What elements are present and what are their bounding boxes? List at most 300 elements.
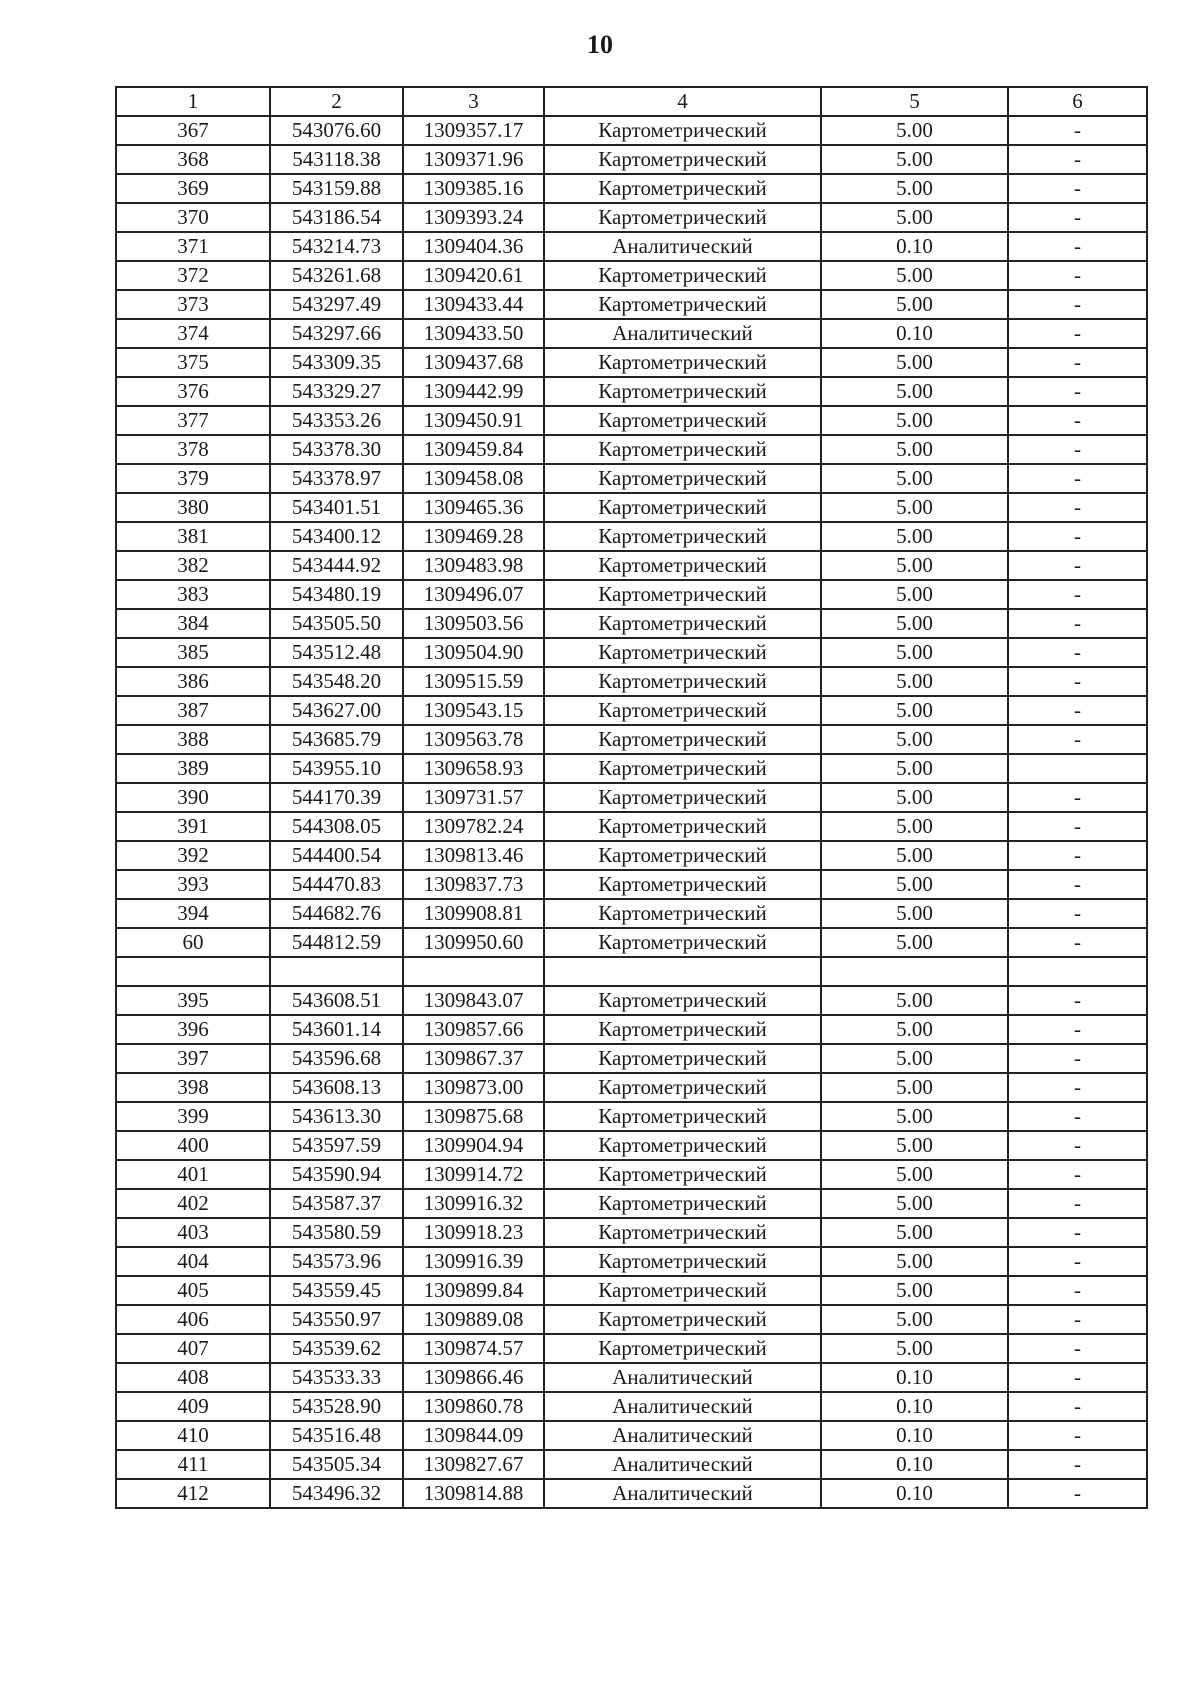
page-number: 10 <box>587 30 613 59</box>
method-cell: Картометрический <box>544 377 821 406</box>
table-row <box>116 174 1147 203</box>
point-number-cell: 395 <box>116 986 270 1015</box>
note-cell: - <box>1008 348 1147 377</box>
accuracy-cell: 5.00 <box>821 1189 1008 1218</box>
y-coordinate-cell: 1309515.59 <box>403 667 544 696</box>
point-number-cell: 410 <box>116 1421 270 1450</box>
note-cell: - <box>1008 522 1147 551</box>
y-coordinate-cell <box>403 957 544 986</box>
note-cell: - <box>1008 1247 1147 1276</box>
table-row <box>116 928 1147 957</box>
x-coordinate-cell: 543496.32 <box>270 1479 403 1508</box>
accuracy-cell: 5.00 <box>821 609 1008 638</box>
y-coordinate-cell: 1309450.91 <box>403 406 544 435</box>
x-coordinate-cell: 543378.30 <box>270 435 403 464</box>
table-row <box>116 696 1147 725</box>
y-coordinate-cell: 1309837.73 <box>403 870 544 899</box>
table-row <box>116 1247 1147 1276</box>
note-cell: - <box>1008 232 1147 261</box>
note-cell: - <box>1008 1102 1147 1131</box>
point-number-cell: 383 <box>116 580 270 609</box>
point-number-cell: 377 <box>116 406 270 435</box>
table-row <box>116 1015 1147 1044</box>
point-number-cell: 367 <box>116 116 270 145</box>
accuracy-cell: 5.00 <box>821 1073 1008 1102</box>
accuracy-cell: 5.00 <box>821 1276 1008 1305</box>
x-coordinate-cell: 543214.73 <box>270 232 403 261</box>
y-coordinate-cell: 1309469.28 <box>403 522 544 551</box>
accuracy-cell: 5.00 <box>821 928 1008 957</box>
note-cell: - <box>1008 261 1147 290</box>
accuracy-cell: 5.00 <box>821 406 1008 435</box>
method-cell: Картометрический <box>544 696 821 725</box>
accuracy-cell: 5.00 <box>821 667 1008 696</box>
method-cell: Картометрический <box>544 261 821 290</box>
note-cell: - <box>1008 812 1147 841</box>
method-cell: Картометрический <box>544 1334 821 1363</box>
y-coordinate-cell: 1309543.15 <box>403 696 544 725</box>
method-cell: Картометрический <box>544 783 821 812</box>
accuracy-cell: 5.00 <box>821 493 1008 522</box>
point-number-cell: 398 <box>116 1073 270 1102</box>
x-coordinate-cell: 543480.19 <box>270 580 403 609</box>
column-header: 5 <box>821 87 1008 116</box>
column-header: 2 <box>270 87 403 116</box>
table-row <box>116 870 1147 899</box>
y-coordinate-cell: 1309404.36 <box>403 232 544 261</box>
y-coordinate-cell: 1309916.39 <box>403 1247 544 1276</box>
table-row <box>116 464 1147 493</box>
accuracy-cell: 0.10 <box>821 1392 1008 1421</box>
note-cell: - <box>1008 1363 1147 1392</box>
table-row <box>116 725 1147 754</box>
y-coordinate-cell: 1309908.81 <box>403 899 544 928</box>
point-number-cell: 406 <box>116 1305 270 1334</box>
accuracy-cell: 5.00 <box>821 116 1008 145</box>
y-coordinate-cell: 1309916.32 <box>403 1189 544 1218</box>
point-number-cell: 409 <box>116 1392 270 1421</box>
point-number-cell: 380 <box>116 493 270 522</box>
accuracy-cell: 0.10 <box>821 319 1008 348</box>
y-coordinate-cell: 1309465.36 <box>403 493 544 522</box>
y-coordinate-cell: 1309899.84 <box>403 1276 544 1305</box>
table-row <box>116 261 1147 290</box>
y-coordinate-cell: 1309843.07 <box>403 986 544 1015</box>
accuracy-cell: 5.00 <box>821 1305 1008 1334</box>
point-number-cell: 405 <box>116 1276 270 1305</box>
note-cell: - <box>1008 725 1147 754</box>
method-cell: Картометрический <box>544 116 821 145</box>
y-coordinate-cell: 1309437.68 <box>403 348 544 377</box>
point-number-cell: 399 <box>116 1102 270 1131</box>
point-number-cell: 401 <box>116 1160 270 1189</box>
method-cell: Картометрический <box>544 522 821 551</box>
x-coordinate-cell: 543539.62 <box>270 1334 403 1363</box>
note-cell: - <box>1008 174 1147 203</box>
method-cell: Картометрический <box>544 580 821 609</box>
x-coordinate-cell: 543955.10 <box>270 754 403 783</box>
note-cell: - <box>1008 1015 1147 1044</box>
table-row <box>116 377 1147 406</box>
point-number-cell: 379 <box>116 464 270 493</box>
accuracy-cell: 5.00 <box>821 696 1008 725</box>
table-row <box>116 1392 1147 1421</box>
y-coordinate-cell: 1309504.90 <box>403 638 544 667</box>
point-number-cell: 382 <box>116 551 270 580</box>
method-cell: Картометрический <box>544 145 821 174</box>
point-number-cell: 386 <box>116 667 270 696</box>
point-number-cell: 393 <box>116 870 270 899</box>
y-coordinate-cell: 1309731.57 <box>403 783 544 812</box>
point-number-cell: 378 <box>116 435 270 464</box>
y-coordinate-cell: 1309914.72 <box>403 1160 544 1189</box>
table-row <box>116 1276 1147 1305</box>
method-cell: Картометрический <box>544 1015 821 1044</box>
x-coordinate-cell: 543378.97 <box>270 464 403 493</box>
note-cell: - <box>1008 1421 1147 1450</box>
note-cell: - <box>1008 551 1147 580</box>
method-cell: Аналитический <box>544 232 821 261</box>
x-coordinate-cell: 544682.76 <box>270 899 403 928</box>
table-row <box>116 1160 1147 1189</box>
table-row <box>116 1218 1147 1247</box>
accuracy-cell: 5.00 <box>821 1044 1008 1073</box>
table-row <box>116 609 1147 638</box>
point-number-cell: 397 <box>116 1044 270 1073</box>
note-cell: - <box>1008 1479 1147 1508</box>
point-number-cell: 368 <box>116 145 270 174</box>
table-row <box>116 1479 1147 1508</box>
x-coordinate-cell: 544812.59 <box>270 928 403 957</box>
method-cell: Картометрический <box>544 725 821 754</box>
table-row <box>116 1189 1147 1218</box>
x-coordinate-cell: 543597.59 <box>270 1131 403 1160</box>
x-coordinate-cell: 543505.50 <box>270 609 403 638</box>
accuracy-cell: 5.00 <box>821 377 1008 406</box>
table-row <box>116 435 1147 464</box>
point-number-cell: 372 <box>116 261 270 290</box>
note-cell: - <box>1008 1218 1147 1247</box>
method-cell: Картометрический <box>544 493 821 522</box>
table-row <box>116 1334 1147 1363</box>
y-coordinate-cell: 1309563.78 <box>403 725 544 754</box>
point-number-cell: 374 <box>116 319 270 348</box>
method-cell: Картометрический <box>544 1189 821 1218</box>
table-row <box>116 203 1147 232</box>
point-number-cell: 373 <box>116 290 270 319</box>
column-header: 6 <box>1008 87 1147 116</box>
method-cell: Картометрический <box>544 406 821 435</box>
method-cell: Картометрический <box>544 1044 821 1073</box>
note-cell: - <box>1008 145 1147 174</box>
accuracy-cell: 0.10 <box>821 232 1008 261</box>
y-coordinate-cell: 1309658.93 <box>403 754 544 783</box>
x-coordinate-cell: 543573.96 <box>270 1247 403 1276</box>
method-cell: Картометрический <box>544 435 821 464</box>
note-cell: - <box>1008 609 1147 638</box>
note-cell: - <box>1008 986 1147 1015</box>
method-cell: Картометрический <box>544 667 821 696</box>
y-coordinate-cell: 1309496.07 <box>403 580 544 609</box>
x-coordinate-cell: 543159.88 <box>270 174 403 203</box>
y-coordinate-cell: 1309867.37 <box>403 1044 544 1073</box>
y-coordinate-cell: 1309873.00 <box>403 1073 544 1102</box>
accuracy-cell: 5.00 <box>821 174 1008 203</box>
method-cell: Аналитический <box>544 1479 821 1508</box>
x-coordinate-cell: 543685.79 <box>270 725 403 754</box>
accuracy-cell: 5.00 <box>821 870 1008 899</box>
note-cell: - <box>1008 928 1147 957</box>
accuracy-cell: 0.10 <box>821 1363 1008 1392</box>
method-cell: Картометрический <box>544 1305 821 1334</box>
x-coordinate-cell: 543353.26 <box>270 406 403 435</box>
y-coordinate-cell: 1309420.61 <box>403 261 544 290</box>
accuracy-cell: 5.00 <box>821 783 1008 812</box>
note-cell: - <box>1008 1392 1147 1421</box>
note-cell: - <box>1008 116 1147 145</box>
note-cell: - <box>1008 667 1147 696</box>
point-number-cell: 389 <box>116 754 270 783</box>
table-row <box>116 522 1147 551</box>
y-coordinate-cell: 1309371.96 <box>403 145 544 174</box>
point-number-cell: 408 <box>116 1363 270 1392</box>
accuracy-cell: 5.00 <box>821 812 1008 841</box>
accuracy-cell: 5.00 <box>821 348 1008 377</box>
method-cell: Картометрический <box>544 812 821 841</box>
method-cell: Аналитический <box>544 1450 821 1479</box>
x-coordinate-cell: 544308.05 <box>270 812 403 841</box>
x-coordinate-cell: 543587.37 <box>270 1189 403 1218</box>
table-row <box>116 551 1147 580</box>
point-number-cell: 60 <box>116 928 270 957</box>
x-coordinate-cell: 543627.00 <box>270 696 403 725</box>
point-number-cell: 412 <box>116 1479 270 1508</box>
method-cell: Картометрический <box>544 1073 821 1102</box>
coordinates-table <box>115 86 1148 1509</box>
method-cell: Картометрический <box>544 1160 821 1189</box>
table-row <box>116 493 1147 522</box>
accuracy-cell: 5.00 <box>821 986 1008 1015</box>
y-coordinate-cell: 1309442.99 <box>403 377 544 406</box>
x-coordinate-cell: 543550.97 <box>270 1305 403 1334</box>
method-cell: Картометрический <box>544 841 821 870</box>
x-coordinate-cell: 543590.94 <box>270 1160 403 1189</box>
point-number-cell: 403 <box>116 1218 270 1247</box>
note-cell: - <box>1008 870 1147 899</box>
table-body <box>116 116 1147 1508</box>
table-row <box>116 986 1147 1015</box>
accuracy-cell: 5.00 <box>821 580 1008 609</box>
y-coordinate-cell: 1309433.50 <box>403 319 544 348</box>
method-cell: Картометрический <box>544 899 821 928</box>
x-coordinate-cell: 543309.35 <box>270 348 403 377</box>
method-cell: Картометрический <box>544 203 821 232</box>
note-cell <box>1008 957 1147 986</box>
table-row <box>116 1450 1147 1479</box>
note-cell: - <box>1008 1305 1147 1334</box>
point-number-cell <box>116 957 270 986</box>
table-row <box>116 899 1147 928</box>
table-row <box>116 1073 1147 1102</box>
method-cell: Картометрический <box>544 1102 821 1131</box>
note-cell: - <box>1008 319 1147 348</box>
column-header: 3 <box>403 87 544 116</box>
table-row <box>116 667 1147 696</box>
method-cell: Картометрический <box>544 986 821 1015</box>
y-coordinate-cell: 1309904.94 <box>403 1131 544 1160</box>
table-row <box>116 957 1147 986</box>
table-row <box>116 1363 1147 1392</box>
note-cell: - <box>1008 899 1147 928</box>
point-number-cell: 392 <box>116 841 270 870</box>
note-cell: - <box>1008 783 1147 812</box>
x-coordinate-cell: 543297.49 <box>270 290 403 319</box>
y-coordinate-cell: 1309503.56 <box>403 609 544 638</box>
x-coordinate-cell: 543608.13 <box>270 1073 403 1102</box>
accuracy-cell: 5.00 <box>821 464 1008 493</box>
table-row <box>116 1131 1147 1160</box>
accuracy-cell: 5.00 <box>821 841 1008 870</box>
y-coordinate-cell: 1309459.84 <box>403 435 544 464</box>
x-coordinate-cell: 543505.34 <box>270 1450 403 1479</box>
x-coordinate-cell: 543559.45 <box>270 1276 403 1305</box>
point-number-cell: 411 <box>116 1450 270 1479</box>
accuracy-cell: 0.10 <box>821 1450 1008 1479</box>
y-coordinate-cell: 1309950.60 <box>403 928 544 957</box>
note-cell: - <box>1008 1131 1147 1160</box>
table-row <box>116 348 1147 377</box>
point-number-cell: 371 <box>116 232 270 261</box>
x-coordinate-cell: 543613.30 <box>270 1102 403 1131</box>
method-cell: Картометрический <box>544 1218 821 1247</box>
y-coordinate-cell: 1309433.44 <box>403 290 544 319</box>
table-row <box>116 232 1147 261</box>
x-coordinate-cell: 543329.27 <box>270 377 403 406</box>
table-row <box>116 406 1147 435</box>
accuracy-cell: 5.00 <box>821 435 1008 464</box>
x-coordinate-cell: 543516.48 <box>270 1421 403 1450</box>
accuracy-cell: 5.00 <box>821 145 1008 174</box>
method-cell: Картометрический <box>544 1276 821 1305</box>
y-coordinate-cell: 1309918.23 <box>403 1218 544 1247</box>
note-cell: - <box>1008 580 1147 609</box>
x-coordinate-cell: 543118.38 <box>270 145 403 174</box>
method-cell: Картометрический <box>544 638 821 667</box>
x-coordinate-cell: 544400.54 <box>270 841 403 870</box>
method-cell: Аналитический <box>544 319 821 348</box>
method-cell: Аналитический <box>544 1392 821 1421</box>
table-row <box>116 319 1147 348</box>
method-cell <box>544 957 821 986</box>
note-cell: - <box>1008 1334 1147 1363</box>
x-coordinate-cell: 543580.59 <box>270 1218 403 1247</box>
table-row <box>116 638 1147 667</box>
point-number-cell: 388 <box>116 725 270 754</box>
point-number-cell: 384 <box>116 609 270 638</box>
y-coordinate-cell: 1309860.78 <box>403 1392 544 1421</box>
point-number-cell: 404 <box>116 1247 270 1276</box>
note-cell: - <box>1008 1073 1147 1102</box>
x-coordinate-cell: 543601.14 <box>270 1015 403 1044</box>
x-coordinate-cell: 543261.68 <box>270 261 403 290</box>
point-number-cell: 385 <box>116 638 270 667</box>
note-cell: - <box>1008 377 1147 406</box>
method-cell: Картометрический <box>544 754 821 783</box>
method-cell: Картометрический <box>544 609 821 638</box>
table-row <box>116 1421 1147 1450</box>
x-coordinate-cell: 543512.48 <box>270 638 403 667</box>
accuracy-cell: 5.00 <box>821 1131 1008 1160</box>
note-cell: - <box>1008 464 1147 493</box>
table-row <box>116 580 1147 609</box>
table-row <box>116 1305 1147 1334</box>
method-cell: Картометрический <box>544 348 821 377</box>
x-coordinate-cell: 543076.60 <box>270 116 403 145</box>
method-cell: Аналитический <box>544 1363 821 1392</box>
y-coordinate-cell: 1309889.08 <box>403 1305 544 1334</box>
table-row <box>116 841 1147 870</box>
table-row <box>116 783 1147 812</box>
column-header: 4 <box>544 87 821 116</box>
note-cell: - <box>1008 493 1147 522</box>
method-cell: Картометрический <box>544 928 821 957</box>
y-coordinate-cell: 1309827.67 <box>403 1450 544 1479</box>
x-coordinate-cell: 543608.51 <box>270 986 403 1015</box>
y-coordinate-cell: 1309875.68 <box>403 1102 544 1131</box>
x-coordinate-cell: 544170.39 <box>270 783 403 812</box>
note-cell: - <box>1008 435 1147 464</box>
accuracy-cell: 0.10 <box>821 1421 1008 1450</box>
x-coordinate-cell: 543297.66 <box>270 319 403 348</box>
accuracy-cell: 5.00 <box>821 1247 1008 1276</box>
accuracy-cell: 5.00 <box>821 1218 1008 1247</box>
y-coordinate-cell: 1309874.57 <box>403 1334 544 1363</box>
x-coordinate-cell: 543596.68 <box>270 1044 403 1073</box>
note-cell: - <box>1008 290 1147 319</box>
point-number-cell: 396 <box>116 1015 270 1044</box>
y-coordinate-cell: 1309857.66 <box>403 1015 544 1044</box>
x-coordinate-cell <box>270 957 403 986</box>
table-row <box>116 145 1147 174</box>
x-coordinate-cell: 543548.20 <box>270 667 403 696</box>
y-coordinate-cell: 1309782.24 <box>403 812 544 841</box>
note-cell: - <box>1008 1044 1147 1073</box>
y-coordinate-cell: 1309458.08 <box>403 464 544 493</box>
point-number-cell: 376 <box>116 377 270 406</box>
method-cell: Картометрический <box>544 1131 821 1160</box>
note-cell: - <box>1008 1189 1147 1218</box>
point-number-cell: 387 <box>116 696 270 725</box>
accuracy-cell: 5.00 <box>821 551 1008 580</box>
point-number-cell: 402 <box>116 1189 270 1218</box>
point-number-cell: 391 <box>116 812 270 841</box>
method-cell: Картометрический <box>544 1247 821 1276</box>
accuracy-cell: 5.00 <box>821 725 1008 754</box>
x-coordinate-cell: 543528.90 <box>270 1392 403 1421</box>
accuracy-cell: 5.00 <box>821 1160 1008 1189</box>
method-cell: Картометрический <box>544 464 821 493</box>
note-cell: - <box>1008 1450 1147 1479</box>
method-cell: Картометрический <box>544 551 821 580</box>
accuracy-cell: 5.00 <box>821 261 1008 290</box>
accuracy-cell: 5.00 <box>821 1102 1008 1131</box>
y-coordinate-cell: 1309866.46 <box>403 1363 544 1392</box>
table-row <box>116 1102 1147 1131</box>
table-row <box>116 1044 1147 1073</box>
note-cell: - <box>1008 841 1147 870</box>
point-number-cell: 381 <box>116 522 270 551</box>
method-cell: Аналитический <box>544 1421 821 1450</box>
